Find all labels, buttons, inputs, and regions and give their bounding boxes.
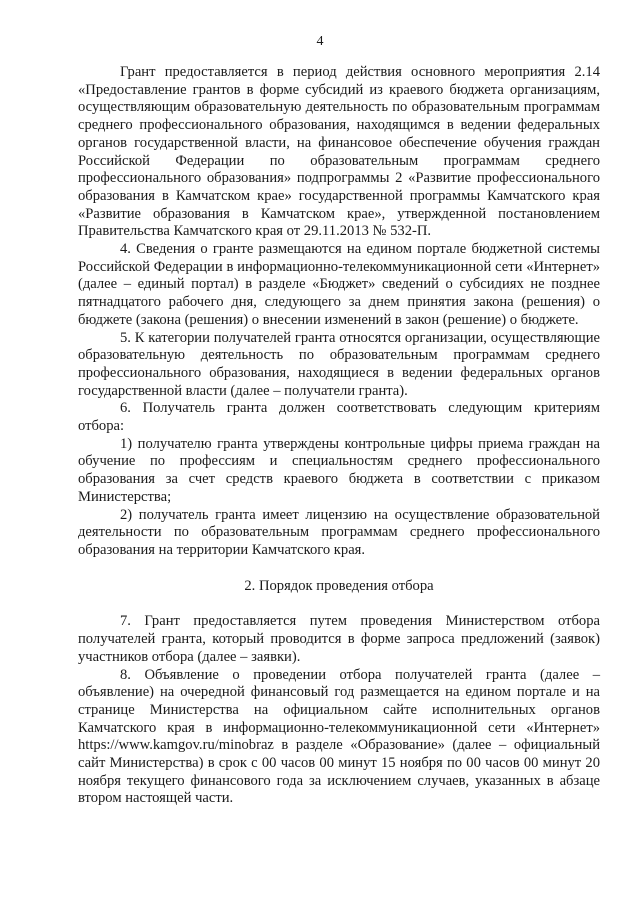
section-heading: 2. Порядок проведения отбора <box>244 577 434 594</box>
paragraph-6: 6. Получатель гранта должен соответствовать следующим критериям отбора: <box>78 400 600 435</box>
paragraph-5: 5. К категории получателей гранта относятся организации, осуществляющие образовательную деятельность по образовательным программам среднего профессионального образования, находящиеся в ведении федеральных органов государственной власти (далее – получатели гранта). <box>78 329 600 399</box>
document-body <box>78 64 600 808</box>
paragraph-grant-period: Грант предоставляется в период действия основного мероприятия 2.14 «Предоставление грантов в форме субсидий из краевого бюджета организациям, осуществляющим образовательную деятельность по образовательным программам среднего профессионального образования, находящимся в ведении федеральных органов государственной власти, на финансовое обеспечение обучения граждан Российской Федерации по образовательным программам среднего профессионального образования» подпрограммы 2 «Развитие профессионального образования в Камчатском крае» государственной программы Камчатского края «Развитие образования в Камчатском крае», утвержденной постановлением Правительства Камчатского края от 29.11.2013 № 532-П. <box>78 64 600 240</box>
paragraph-4: 4. Сведения о гранте размещаются на едином портале бюджетной системы Российской Федерации в информационно-телекоммуникационной сети «Интернет» (далее – единый портал) в разделе «Бюджет» сведений о субсидиях не позднее пятнадцатого рабочего дня, следующего за днем принятия закона (решения) о бюджете (закона (решения) о внесении изменений в закон (решение) о бюджете. <box>78 241 600 328</box>
paragraph-7: 7. Грант предоставляется путем проведения Министерством отбора получателей гранта, который проводится в форме запроса предложений (заявок) участников отбора (далее – заявки). <box>78 613 600 665</box>
page-number: 4 <box>316 34 324 49</box>
paragraph-6-item-1: 1) получателю гранта утверждены контрольные цифры приема граждан на обучение по профессиям и специальностям среднего профессионального образования за счет средств краевого бюджета в соответствии с приказом Министерства; <box>78 435 600 505</box>
paragraph-8: 8. Объявление о проведении отбора получателей гранта (далее – объявление) на очередной финансовый год размещается на едином портале и на странице Министерства на официальном сайте исполнительных органов Камчатского края в информационно-телекоммуникационной сети «Интернет» https://www.kamgov.ru/minobraz в разделе «Образование» (далее – официальный сайт Министерства) в срок с 00 часов 00 минут 15 ноября по 00 часов 00 минут 20 ноября текущего финансового года за исключением случаев, указанных в абзаце втором настоящей части. <box>78 666 600 807</box>
paragraph-6-item-2: 2) получатель гранта имеет лицензию на осуществление образовательной деятельности по образовательным программам среднего профессионального образования на территории Камчатского края. <box>78 506 600 558</box>
